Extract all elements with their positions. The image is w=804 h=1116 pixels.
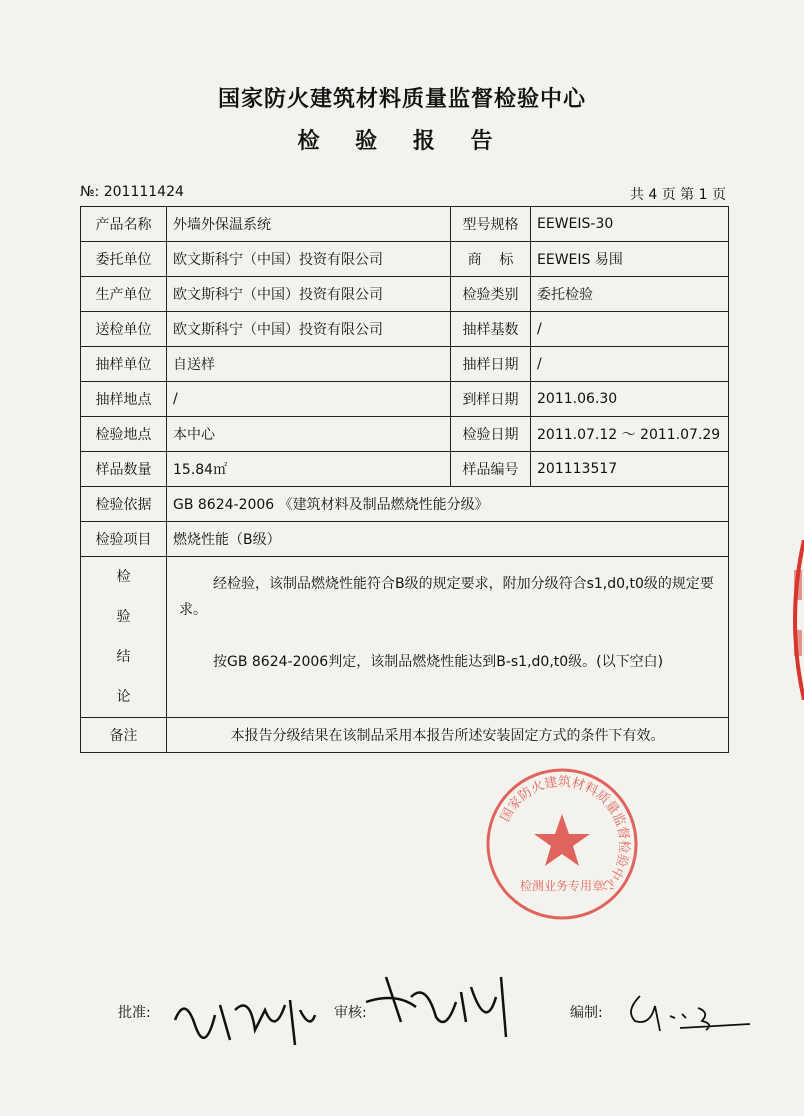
field-value: /	[531, 312, 729, 347]
field-value: 欧文斯科宁（中国）投资有限公司	[167, 242, 451, 277]
conclusion-paragraph-2: 按GB 8624-2006判定，该制品燃烧性能达到B-s1,d0,t0级。(以下空白)	[213, 654, 664, 670]
field-value: 本中心	[167, 417, 451, 452]
svg-text:检测业务专用章: 检测业务专用章	[519, 879, 605, 893]
field-label: 商 标	[451, 242, 531, 277]
report-title: 检 验 报 告	[297, 129, 507, 154]
field-label: 生产单位	[81, 277, 167, 312]
field-label: 到样日期	[451, 382, 531, 417]
field-value: 自送样	[167, 347, 451, 382]
field-label: 样品数量	[81, 452, 167, 487]
table-row	[81, 207, 729, 242]
organization-title: 国家防火建筑材料质量监督检验中心	[217, 87, 586, 112]
table-row	[81, 452, 729, 487]
reviewer-signature	[356, 972, 526, 1042]
field-label: 检验类别	[451, 277, 531, 312]
field-value: 外墙外保温系统	[167, 207, 451, 242]
field-label: 抽样基数	[451, 312, 531, 347]
test-item-value: 燃烧性能（B级）	[167, 522, 729, 557]
conclusion-row	[81, 557, 729, 718]
field-value: EEWEIS 易围	[531, 242, 729, 277]
table-row	[81, 487, 729, 522]
field-label: 检验日期	[451, 417, 531, 452]
table-row	[81, 382, 729, 417]
basis-value: GB 8624-2006 《建筑材料及制品燃烧性能分级》	[167, 487, 729, 522]
field-label: 产品名称	[81, 207, 167, 242]
remark-value: 本报告分级结果在该制品采用本报告所述安装固定方式的条件下有效。	[167, 718, 729, 753]
page-count: 共 4 页 第 1 页	[629, 187, 726, 203]
remark-row	[81, 718, 729, 753]
field-value: /	[167, 382, 451, 417]
report-number: №: 201111424	[80, 184, 184, 200]
field-label: 抽样日期	[451, 347, 531, 382]
field-label: 送检单位	[81, 312, 167, 347]
table-row	[81, 242, 729, 277]
field-value: 2011.06.30	[531, 382, 729, 417]
table-row	[81, 312, 729, 347]
field-value: EEWEIS-30	[531, 207, 729, 242]
field-value: 201113517	[531, 452, 729, 487]
svg-text:国家防火建筑材料质量监督检验中心: 国家防火建筑材料质量监督检验中心	[498, 774, 632, 895]
table-row	[81, 522, 729, 557]
field-value: 欧文斯科宁（中国）投资有限公司	[167, 312, 451, 347]
remark-label: 备注	[81, 718, 167, 753]
conclusion-body	[167, 557, 729, 718]
field-label: 抽样单位	[81, 347, 167, 382]
edge-seal-fragment	[786, 540, 804, 700]
approver-signature	[170, 990, 320, 1050]
compiler-label: 编制:	[570, 1005, 603, 1021]
field-label: 检验地点	[81, 417, 167, 452]
conclusion-label: 检 验 结 论	[81, 557, 167, 718]
report-table	[80, 206, 729, 753]
field-label: 委托单位	[81, 242, 167, 277]
approver-label: 批准:	[118, 1005, 151, 1021]
field-label: 抽样地点	[81, 382, 167, 417]
field-value: /	[531, 347, 729, 382]
field-label: 样品编号	[451, 452, 531, 487]
table-row	[81, 277, 729, 312]
field-value: 15.84㎡	[167, 452, 451, 487]
field-label: 型号规格	[451, 207, 531, 242]
field-value: 欧文斯科宁（中国）投资有限公司	[167, 277, 451, 312]
basis-label: 检验依据	[81, 487, 167, 522]
test-item-label: 检验项目	[81, 522, 167, 557]
table-row	[81, 347, 729, 382]
table-row	[81, 417, 729, 452]
official-seal	[484, 766, 640, 922]
field-value: 委托检验	[531, 277, 729, 312]
conclusion-paragraph-1: 经检验，该制品燃烧性能符合B级的规定要求，附加分级符合s1,d0,t0级的规定要求。	[179, 576, 714, 618]
compiler-signature	[620, 986, 754, 1036]
field-value: 2011.07.12 ～ 2011.07.29	[531, 417, 729, 452]
reviewer-label: 审核:	[334, 1005, 367, 1021]
